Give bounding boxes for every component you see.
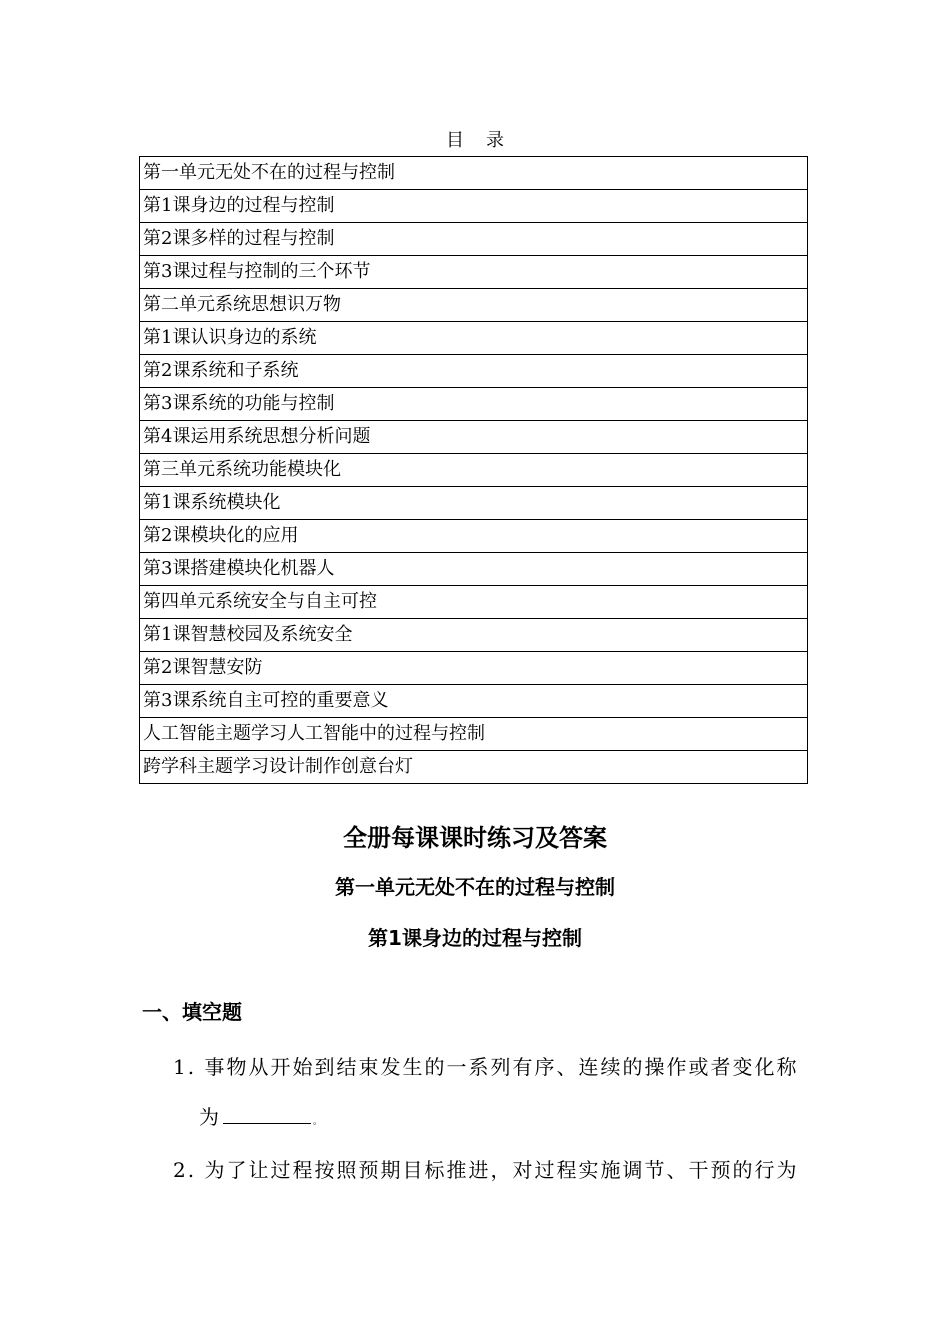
lesson-heading: 第1课身边的过程与控制 — [368, 926, 582, 950]
toc-row — [140, 454, 808, 487]
toc-item: 第2课模块化的应用 — [140, 520, 808, 553]
toc-row — [140, 157, 808, 190]
toc-row — [140, 421, 808, 454]
toc-row — [140, 586, 808, 619]
toc-row — [140, 520, 808, 553]
answer-blank[interactable] — [223, 1103, 311, 1124]
question-1-line-1: 1. 事物从开始到结束发生的一系列有序、连续的操作或者变化称 — [173, 1055, 799, 1079]
section-title: 一、填空题 — [142, 1000, 242, 1024]
toc-item: 第2课系统和子系统 — [140, 355, 808, 388]
toc-row — [140, 619, 808, 652]
toc-item: 第1课身边的过程与控制 — [140, 190, 808, 223]
toc-row — [140, 751, 808, 784]
toc-row — [140, 289, 808, 322]
toc-row — [140, 652, 808, 685]
toc-row — [140, 223, 808, 256]
toc-item: 第四单元系统安全与自主可控 — [140, 586, 808, 619]
toc-item: 人工智能主题学习人工智能中的过程与控制 — [140, 718, 808, 751]
toc-item: 第1课系统模块化 — [140, 487, 808, 520]
toc-row — [140, 322, 808, 355]
toc-item: 第3课系统的功能与控制 — [140, 388, 808, 421]
toc-item: 跨学科主题学习设计制作创意台灯 — [140, 751, 808, 784]
question-2-line-1: 2. 为了让过程按照预期目标推进，对过程实施调节、干预的行为 — [173, 1158, 799, 1182]
toc-item: 第3课搭建模块化机器人 — [140, 553, 808, 586]
toc-row — [140, 190, 808, 223]
toc-title: 目录 — [446, 130, 526, 151]
toc-item: 第3课过程与控制的三个环节 — [140, 256, 808, 289]
question-1-line-2 — [199, 1102, 839, 1137]
toc-item: 第1课智慧校园及系统安全 — [140, 619, 808, 652]
toc-row — [140, 487, 808, 520]
toc-row — [140, 685, 808, 718]
toc-item: 第1课认识身边的系统 — [140, 322, 808, 355]
main-heading: 全册每课课时练习及答案 — [343, 824, 607, 852]
toc-row — [140, 388, 808, 421]
unit-heading: 第一单元无处不在的过程与控制 — [335, 875, 615, 899]
toc-row — [140, 553, 808, 586]
toc-row — [140, 355, 808, 388]
toc-item: 第3课系统自主可控的重要意义 — [140, 685, 808, 718]
toc-table — [139, 156, 808, 784]
question-1-suffix: 。 — [313, 1117, 323, 1127]
toc-item: 第三单元系统功能模块化 — [140, 454, 808, 487]
toc-item: 第4课运用系统思想分析问题 — [140, 421, 808, 454]
toc-row — [140, 256, 808, 289]
toc-row — [140, 718, 808, 751]
toc-item: 第二单元系统思想识万物 — [140, 289, 808, 322]
question-1-prefix: 为 — [199, 1105, 221, 1129]
toc-item: 第2课多样的过程与控制 — [140, 223, 808, 256]
toc-item: 第一单元无处不在的过程与控制 — [140, 157, 808, 190]
toc-item: 第2课智慧安防 — [140, 652, 808, 685]
